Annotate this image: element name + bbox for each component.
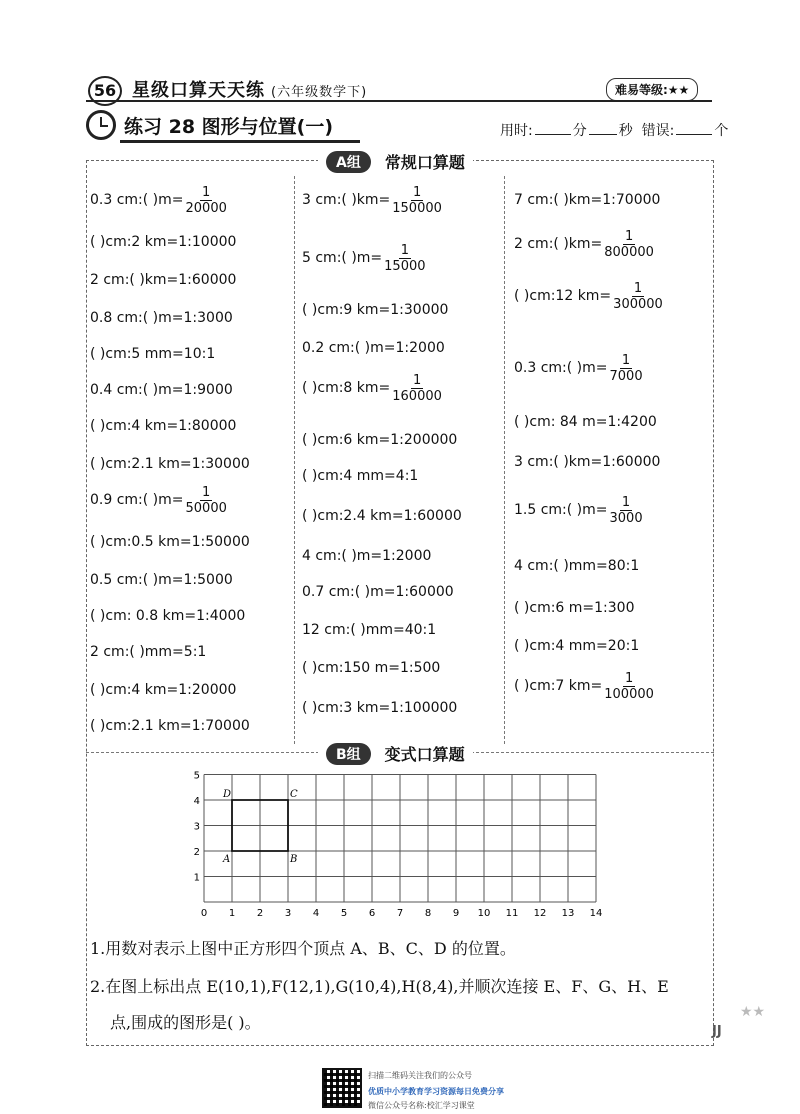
x-tick-label: 11 <box>505 908 519 919</box>
exercise-item[interactable] <box>302 456 418 496</box>
series-title <box>132 76 367 102</box>
series-name: 星级口算天天练 <box>132 80 265 101</box>
exercise-item[interactable] <box>302 610 436 650</box>
exercise-item[interactable] <box>514 348 643 388</box>
exercise-text: ( )cm:2.1 km=1:30000 <box>90 456 250 472</box>
exercise-item[interactable] <box>514 180 660 220</box>
exercise-item[interactable] <box>90 522 250 562</box>
exercise-text: ( )cm:9 km=1:30000 <box>302 302 449 318</box>
vertex-label: A <box>223 854 231 865</box>
x-tick-label: 7 <box>396 908 404 919</box>
exercise-title: 练习 28 图形与位置(一) <box>124 116 334 138</box>
section-a-header <box>318 150 473 173</box>
fraction <box>186 185 227 216</box>
exercise-text: ( )cm:4 km=1:80000 <box>90 418 237 434</box>
fraction-denominator: 15000 <box>384 258 426 274</box>
exercise-text: ( )cm:6 m=1:300 <box>514 600 635 616</box>
exercise-item[interactable] <box>90 480 227 520</box>
header-rule <box>86 100 712 102</box>
exercise-item[interactable] <box>90 560 233 600</box>
section-a-title: 常规口算题 <box>384 153 465 172</box>
exercise-text: ( )cm:4 mm=4:1 <box>302 468 419 484</box>
fraction-denominator: 150000 <box>392 200 442 216</box>
y-tick-label: 1 <box>193 872 200 884</box>
fraction-denominator: 160000 <box>392 388 442 404</box>
minutes-blank[interactable] <box>535 134 571 135</box>
exercise-item[interactable] <box>302 420 457 460</box>
exercise-text: ( )cm:4 km=1:20000 <box>90 682 237 698</box>
vertex-label: C <box>290 789 298 800</box>
fraction <box>392 185 442 216</box>
exercise-item[interactable] <box>90 334 215 374</box>
exercise-item[interactable] <box>302 688 457 728</box>
exercise-text: 5 cm:( )m= <box>302 250 383 266</box>
exercise-item[interactable] <box>302 238 426 278</box>
exercise-text: ( )cm:8 km= <box>302 380 391 396</box>
exercise-text: 0.8 cm:( )m=1:3000 <box>90 310 233 326</box>
exercise-item[interactable] <box>302 572 454 612</box>
exercise-text: 0.3 cm:( )m= <box>90 192 184 208</box>
fraction-numerator: 1 <box>624 228 634 244</box>
exercise-item[interactable] <box>514 626 639 666</box>
exercise-item[interactable] <box>302 180 442 220</box>
exercise-item[interactable] <box>90 298 233 338</box>
y-tick-label: 4 <box>193 796 200 807</box>
x-tick-label: 4 <box>312 908 320 919</box>
fraction-numerator: 1 <box>412 372 422 388</box>
exercise-text: ( )cm:3 km=1:100000 <box>302 700 458 716</box>
corner-mark: JJ <box>712 1024 722 1039</box>
qr-code <box>322 1068 362 1108</box>
fraction-denominator: 100000 <box>604 686 654 702</box>
fraction-numerator: 1 <box>621 494 631 510</box>
time-error-record <box>500 120 728 140</box>
exercise-text: ( )cm:2.1 km=1:70000 <box>90 718 250 734</box>
fraction-denominator: 800000 <box>604 244 654 260</box>
fraction-numerator: 1 <box>633 280 643 296</box>
exercise-item[interactable] <box>514 402 657 442</box>
exercise-text: 4 cm:( )mm=80:1 <box>514 558 640 574</box>
x-tick-label: 3 <box>284 908 292 919</box>
exercise-item[interactable] <box>90 444 250 484</box>
exercise-text: ( )cm:5 mm=10:1 <box>90 346 216 362</box>
fraction-denominator: 3000 <box>609 510 643 526</box>
exercise-text: ( )cm:7 km= <box>514 678 603 694</box>
exercise-text: ( )cm: 0.8 km=1:4000 <box>90 608 246 624</box>
fraction-numerator: 1 <box>400 242 409 258</box>
exercise-text: 4 cm:( )m=1:2000 <box>302 548 432 564</box>
footer-share-text: 优质中小学教育学习资源每日免费分享 <box>368 1087 504 1096</box>
exercise-text: 2 cm:( )km= <box>514 236 603 252</box>
x-tick-label: 5 <box>340 908 348 919</box>
exercise-text: 12 cm:( )mm=40:1 <box>302 622 437 638</box>
exercise-item[interactable] <box>90 706 250 746</box>
vertex-label: D <box>223 789 232 800</box>
y-tick-label: 5 <box>193 770 200 782</box>
fraction-numerator: 1 <box>621 352 631 368</box>
minute-label: 分 <box>572 123 587 139</box>
coordinate-grid[interactable] <box>192 764 612 924</box>
second-label: 秒 <box>618 123 633 139</box>
star-decoration-icon: ★★ <box>740 1004 766 1020</box>
fraction <box>392 373 442 404</box>
exercise-item[interactable] <box>302 328 445 368</box>
seconds-blank[interactable] <box>589 134 617 135</box>
title-underline <box>120 140 360 143</box>
section-b-badge: B组 <box>326 743 371 765</box>
fraction <box>384 243 425 274</box>
question-2-line-1: 2.在图上标出点 E(10,1),F(12,1),G(10,4),H(8,4),并顺次连接 E、F、G、H、E <box>90 977 669 996</box>
fraction-numerator: 1 <box>202 484 211 500</box>
exercise-item[interactable] <box>90 180 227 220</box>
exercise-text: 0.2 cm:( )m=1:2000 <box>302 340 445 356</box>
x-tick-label: 13 <box>561 908 575 919</box>
exercise-item[interactable] <box>514 442 660 482</box>
exercise-text: 0.9 cm:( )m= <box>90 492 184 508</box>
exercise-item[interactable] <box>90 370 233 410</box>
fraction <box>186 485 227 516</box>
exercise-text: ( )cm: 84 m=1:4200 <box>514 414 657 430</box>
exercise-text: 3 cm:( )km=1:60000 <box>514 454 661 470</box>
x-tick-label: 14 <box>589 908 603 919</box>
exercise-item[interactable] <box>90 632 206 672</box>
exercise-item[interactable] <box>302 648 440 688</box>
errors-blank[interactable] <box>676 134 712 135</box>
exercise-item[interactable] <box>514 588 635 628</box>
fraction <box>610 495 643 526</box>
exercise-item[interactable] <box>302 368 442 408</box>
exercise-item[interactable] <box>90 596 245 636</box>
exercise-item[interactable] <box>514 276 663 316</box>
y-tick-label: 3 <box>193 821 200 833</box>
x-tick-label: 10 <box>477 908 491 919</box>
page-number: 56 <box>88 76 122 106</box>
x-tick-label: 9 <box>452 908 460 919</box>
x-tick-label: 2 <box>256 908 264 919</box>
x-tick-label: 1 <box>228 908 236 919</box>
exercise-item[interactable] <box>514 490 643 530</box>
exercise-item[interactable] <box>302 496 462 536</box>
exercise-text: ( )cm:2.4 km=1:60000 <box>302 508 462 524</box>
exercise-text: ( )cm:2 km=1:10000 <box>90 234 237 250</box>
footer-account-text: 微信公众号名称:校汇学习课堂 <box>368 1101 475 1110</box>
exercise-item[interactable] <box>514 224 654 264</box>
section-a-badge: A组 <box>326 151 371 173</box>
exercise-item[interactable] <box>514 546 639 586</box>
section-b-title: 变式口算题 <box>384 745 465 764</box>
vertex-label: B <box>290 854 298 865</box>
exercise-item[interactable] <box>90 222 236 262</box>
exercise-text: ( )cm:4 mm=20:1 <box>514 638 640 654</box>
exercise-item[interactable] <box>90 260 236 300</box>
exercise-text: 3 cm:( )km= <box>302 192 391 208</box>
x-tick-label: 8 <box>424 908 432 919</box>
exercise-text: ( )cm:12 km= <box>514 288 612 304</box>
exercise-item[interactable] <box>302 290 448 330</box>
y-tick-label: 2 <box>193 847 200 858</box>
exercise-text: 0.5 cm:( )m=1:5000 <box>90 572 233 588</box>
fraction <box>604 671 654 702</box>
time-label: 用时: <box>500 123 533 139</box>
exercise-text: 2 cm:( )km=1:60000 <box>90 272 237 288</box>
alarm-clock-icon <box>86 110 116 140</box>
count-label: 个 <box>714 123 729 139</box>
fraction <box>610 353 643 384</box>
fraction <box>613 281 663 312</box>
exercise-text: 7 cm:( )km=1:70000 <box>514 192 661 208</box>
exercise-text: 2 cm:( )mm=5:1 <box>90 644 207 660</box>
fraction <box>604 229 654 260</box>
difficulty-badge: 难易等级:★★ <box>606 78 698 101</box>
fraction-numerator: 1 <box>624 670 634 686</box>
fraction-numerator: 1 <box>412 184 422 200</box>
x-tick-label: 12 <box>533 908 547 919</box>
column-divider-1 <box>294 176 295 744</box>
exercise-text: ( )cm:150 m=1:500 <box>302 660 441 676</box>
fraction-denominator: 7000 <box>609 368 643 384</box>
error-label: 错误: <box>641 123 675 139</box>
series-subtitle: (六年级数学下) <box>271 85 368 100</box>
fraction-numerator: 1 <box>202 184 211 200</box>
exercise-text: 0.3 cm:( )m= <box>514 360 608 376</box>
exercise-text: 1.5 cm:( )m= <box>514 502 608 518</box>
fraction-denominator: 20000 <box>185 200 227 216</box>
exercise-text: ( )cm:6 km=1:200000 <box>302 432 458 448</box>
exercise-item[interactable] <box>90 670 236 710</box>
footer-scan-text: 扫描二维码关注我们的公众号 <box>368 1071 472 1080</box>
column-divider-2 <box>504 176 505 744</box>
fraction-denominator: 50000 <box>185 500 227 516</box>
exercise-item[interactable] <box>514 666 654 706</box>
section-b-header <box>318 742 473 765</box>
exercise-item[interactable] <box>90 406 236 446</box>
exercise-text: 0.4 cm:( )m=1:9000 <box>90 382 233 398</box>
fraction-denominator: 300000 <box>613 296 663 312</box>
x-tick-label: 0 <box>200 908 208 919</box>
exercise-text: ( )cm:0.5 km=1:50000 <box>90 534 250 550</box>
question-1: 1.用数对表示上图中正方形四个顶点 A、B、C、D 的位置。 <box>90 939 516 958</box>
exercise-text: 0.7 cm:( )m=1:60000 <box>302 584 454 600</box>
x-tick-label: 6 <box>368 908 376 919</box>
exercise-item[interactable] <box>302 536 431 576</box>
question-2-line-2: 点,围成的图形是( )。 <box>110 1013 261 1032</box>
